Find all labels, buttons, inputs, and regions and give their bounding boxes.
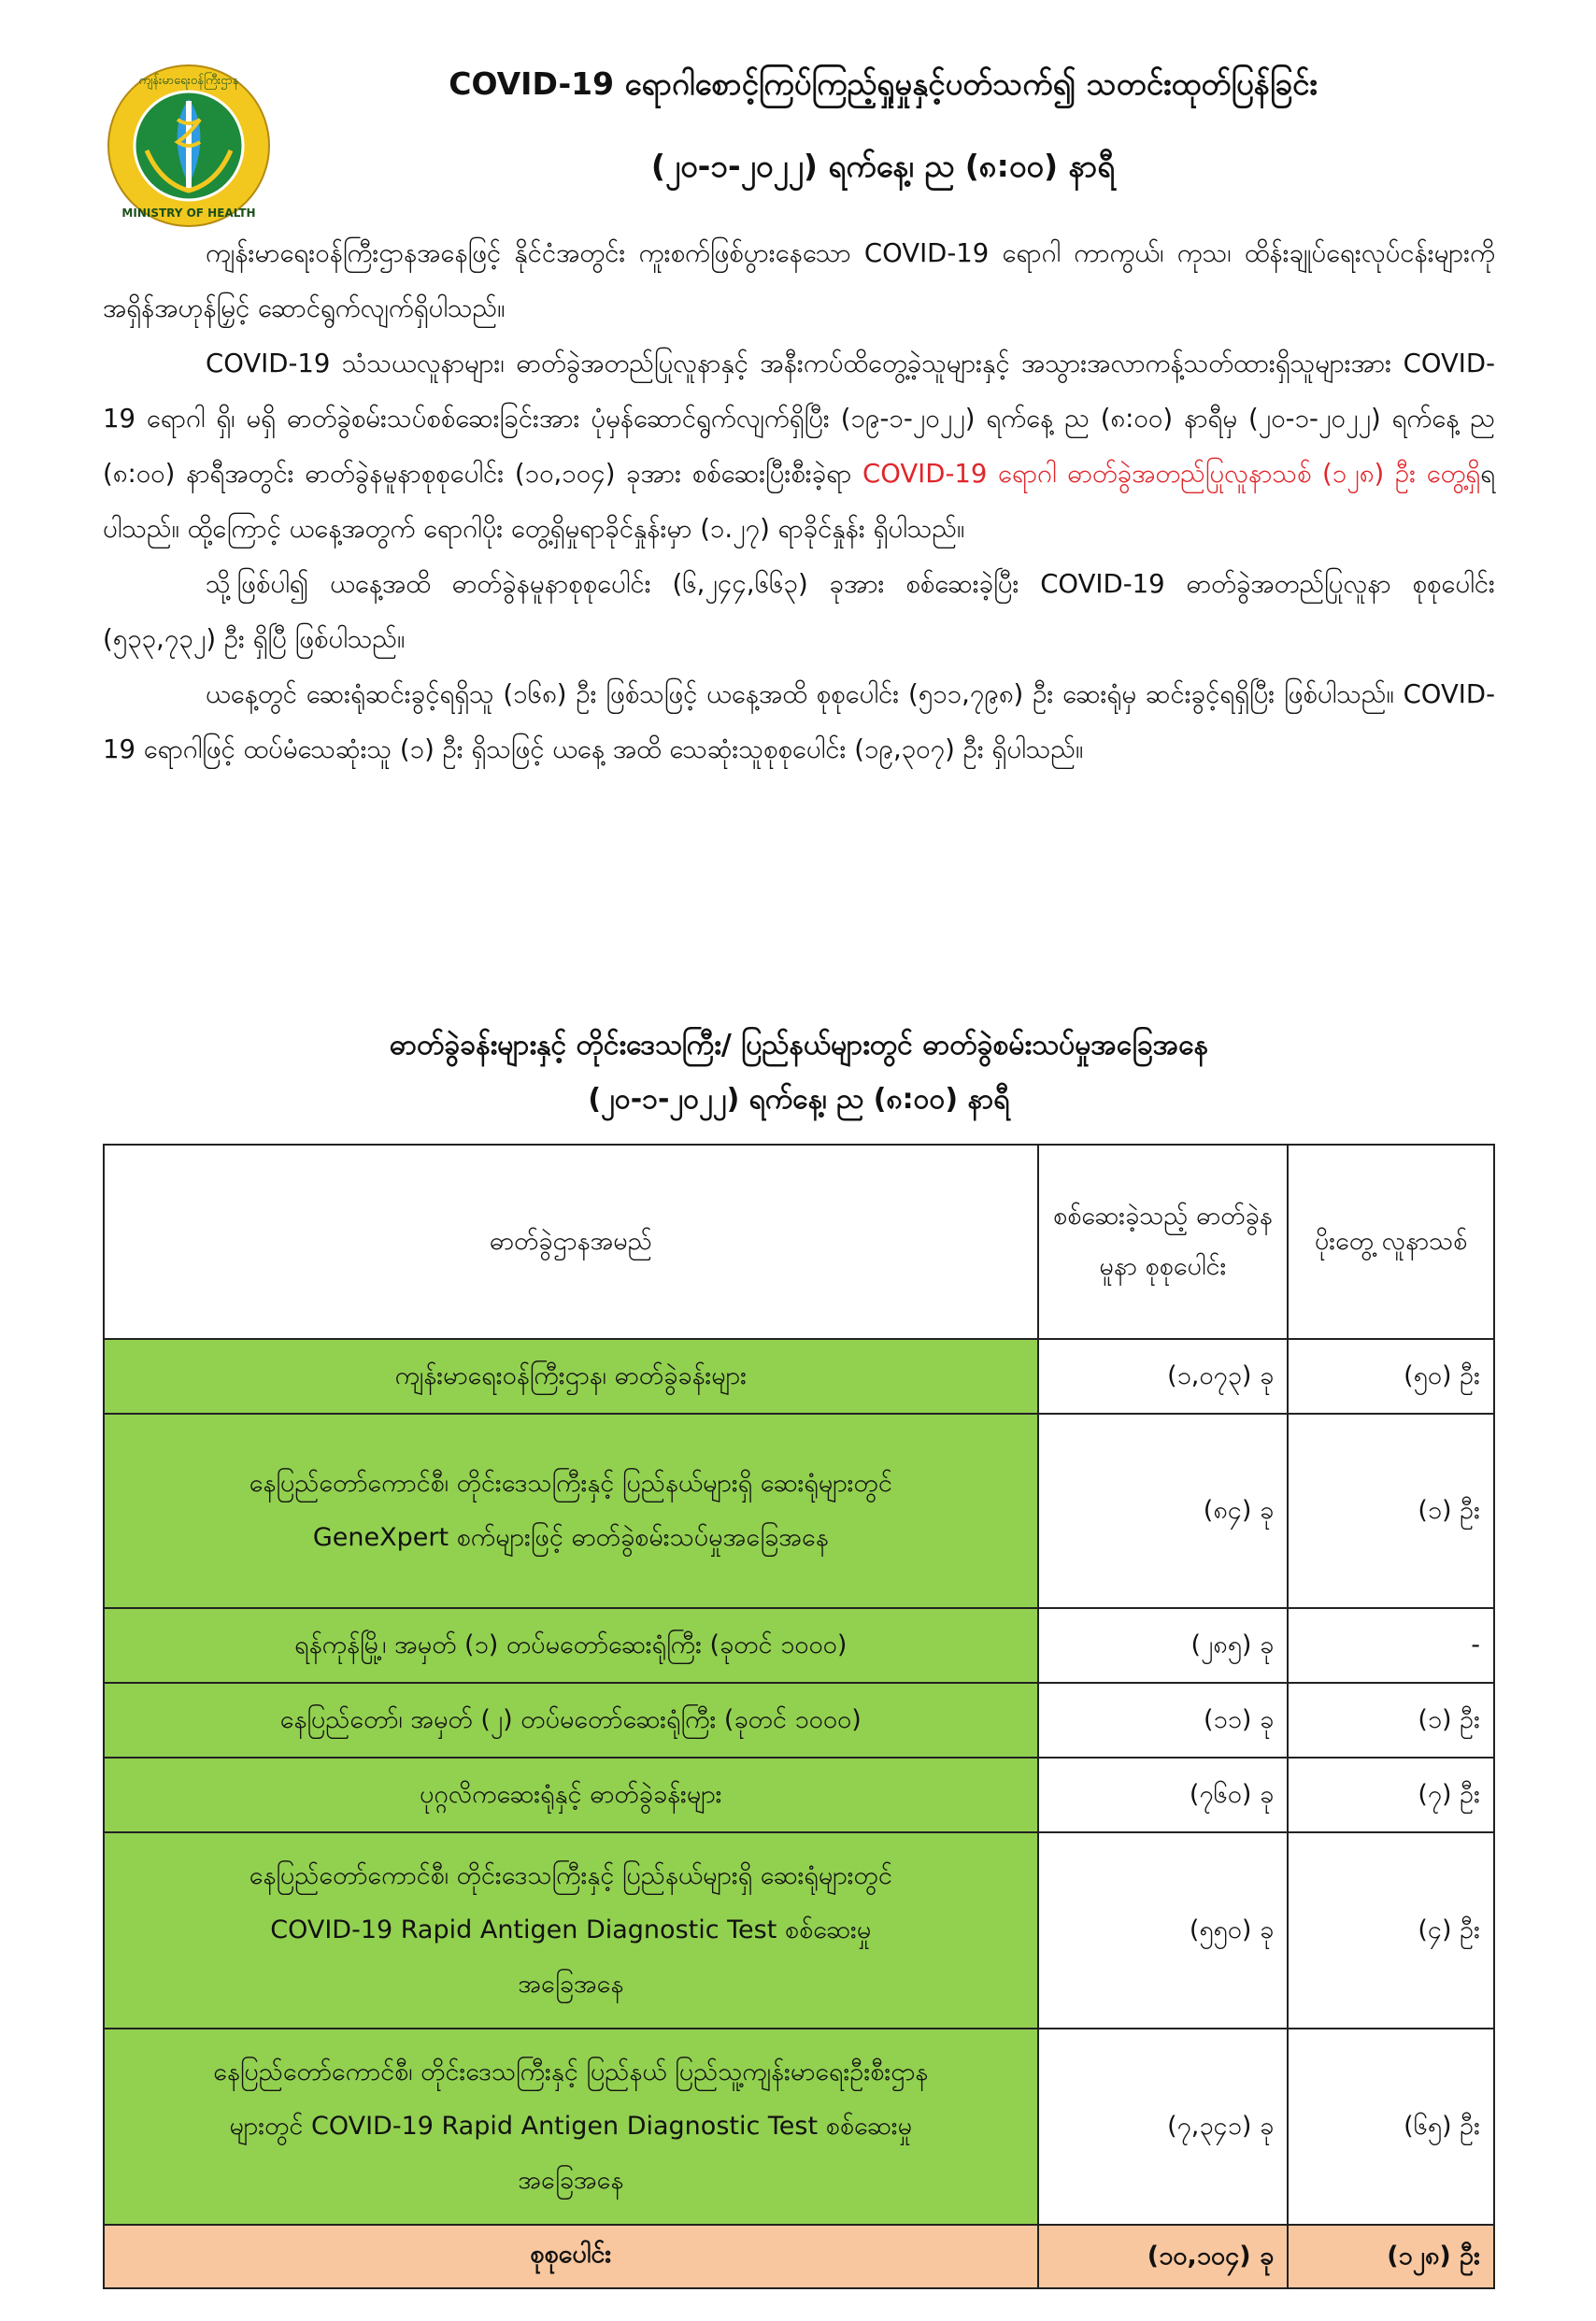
logo-emblem-icon	[105, 62, 273, 230]
cases-cell: (၅၀) ဦး	[1288, 1339, 1494, 1414]
total-label: စုစုပေါင်း	[104, 2225, 1038, 2288]
samples-cell: (၇၆၀) ခု	[1038, 1758, 1289, 1832]
document-header	[271, 54, 1495, 196]
lab-testing-table	[103, 1144, 1495, 2289]
lab-name-cell: နေပြည်တော်၊ အမှတ် (၂) တပ်မတော်ဆေးရုံကြီး (ခုတင် ၁၀၀၀)	[104, 1683, 1038, 1758]
paragraph-1: ကျန်းမာရေးဝန်ကြီးဌာနအနေဖြင့် နိုင်ငံအတွင်း ကူးစက်ဖြစ်ပွားနေသော COVID-19 ရောဂါ ကာကွယ်၊ ကုသ၊ ထိန်းချုပ်ရေးလုပ်ငန်းများကို အရှိန်အဟုန်မြှင့် ဆောင်ရွက်လျက်ရှိပါသည်။	[103, 238, 1495, 323]
new-cases-highlight: COVID-19 ရောဂါ ဓာတ်ခွဲအတည်ပြုလူနာသစ် (၁၂၈) ဦး တွေ့ရှိ	[862, 459, 1481, 489]
paragraph-2	[103, 336, 1495, 557]
table-row	[104, 1683, 1494, 1758]
header-lab-name: ဓာတ်ခွဲဌာနအမည်	[104, 1145, 1038, 1339]
document-date: (၂၀-၁-၂၀၂၂) ရက်နေ့၊ ည (၈:၀၀) နာရီ	[650, 148, 1116, 184]
document-title: COVID-19 ရောဂါစောင့်ကြပ်ကြည့်ရှုမှုနှင့်ပတ်သက်၍ သတင်းထုတ်ပြန်ခြင်း	[449, 65, 1318, 102]
table-row	[104, 1339, 1494, 1414]
header-new-cases: ပိုးတွေ့ လူနာသစ်	[1288, 1145, 1494, 1339]
cases-cell: (၁) ဦး	[1288, 1683, 1494, 1758]
samples-cell: (၇,၃၄၁) ခု	[1038, 2029, 1289, 2225]
lab-name-cell: ပုဂ္ဂလိကဆေးရုံနှင့် ဓာတ်ခွဲခန်းများ	[104, 1758, 1038, 1832]
cases-cell: (၄) ဦး	[1288, 1832, 1494, 2029]
samples-cell: (၈၄) ခု	[1038, 1414, 1289, 1608]
lab-name-cell: နေပြည်တော်ကောင်စီ၊ တိုင်းဒေသကြီးနှင့် ပြည်နယ် ပြည်သူ့ကျန်းမာရေးဦးစီးဌာနများတွင် COVID-19 Rapid Antigen Diagnostic Test စစ်ဆေးမှုအခြေအနေ	[104, 2029, 1038, 2225]
samples-cell: (၁၁) ခု	[1038, 1683, 1289, 1758]
paragraph-3: သို့ဖြစ်ပါ၍ ယနေ့အထိ ဓာတ်ခွဲနမူနာစုစုပေါင်း (၆,၂၄၄,၆၆၃) ခုအား စစ်ဆေးခဲ့ပြီး COVID-19 ဓာတ်ခွဲအတည်ပြုလူနာ စုစုပေါင်း (၅၃၃,၇၃၂) ဦး ရှိပြီ ဖြစ်ပါသည်။	[103, 569, 1495, 654]
table-row	[104, 1758, 1494, 1832]
table-header-row	[104, 1145, 1494, 1339]
lab-name-cell: နေပြည်တော်ကောင်စီ၊ တိုင်းဒေသကြီးနှင့် ပြည်နယ်များရှိ ဆေးရုံများတွင် COVID-19 Rapid Antigen Diagnostic Test စစ်ဆေးမှုအခြေအနေ	[104, 1832, 1038, 2029]
document-body	[103, 226, 1495, 777]
samples-cell: (၁,၀၇၃) ခု	[1038, 1339, 1289, 1414]
header-samples-tested: စစ်ဆေးခဲ့သည့် ဓာတ်ခွဲနမူနာ စုစုပေါင်း	[1038, 1145, 1289, 1339]
section-heading	[103, 1018, 1495, 1127]
lab-name-cell: နေပြည်တော်ကောင်စီ၊ တိုင်းဒေသကြီးနှင့် ပြည်နယ်များရှိ ဆေးရုံများတွင် GeneXpert စက်များဖြင့် ဓာတ်ခွဲစမ်းသပ်မှုအခြေအနေ	[104, 1414, 1038, 1608]
paragraph-2-end: ရပါသည်။ ထို့ကြောင့် ယနေ့အတွက် ရောဂါပိုး တွေ့ရှိမှုရာခိုင်နှုန်းမှာ (၁.၂၇) ရာခိုင်နှုန်း ရှိပါသည်။	[103, 459, 1495, 544]
paragraph-2-start: COVID-19 သံသယလူနာများ၊ ဓာတ်ခွဲအတည်ပြုလူနာနှင့် အနီးကပ်ထိတွေ့ခဲ့သူများနှင့် အသွားအလာကန့်သတ်ထားရှိသူများအား COVID-19 ရောဂါ ရှိ၊ မရှိ ဓာတ်ခွဲစမ်းသပ်စစ်ဆေးခြင်းအား ပုံမှန်ဆောင်ရွက်လျက်ရှိပြီး (၁၉-၁-၂၀၂၂) ရက်နေ့ ည (၈:၀၀) နာရီမှ (၂၀-၁-၂၀၂၂) ရက်နေ့ ည (၈:၀၀) နာရီအတွင်း ဓာတ်ခွဲနမူနာစုစုပေါင်း (၁၀,၁၀၄) ခုအား စစ်ဆေးပြီးစီးခဲ့ရာ	[103, 349, 1495, 489]
cases-cell: -	[1288, 1608, 1494, 1683]
ministry-of-health-logo	[105, 62, 273, 230]
section-date: (၂၀-၁-၂၀၂၂) ရက်နေ့၊ ည (၈:၀၀) နာရီ	[588, 1083, 1010, 1116]
logo-top-text: ကျန်းမာရေးဝန်ကြီးဌာန	[138, 74, 239, 88]
paragraph-4: ယနေ့တွင် ဆေးရုံဆင်းခွင့်ရရှိသူ (၁၆၈) ဦး ဖြစ်သဖြင့် ယနေ့အထိ စုစုပေါင်း (၅၁၁,၇၉၈) ဦး ဆေးရုံမှ ဆင်းခွင့်ရရှိပြီး ဖြစ်ပါသည်။ COVID-19 ရောဂါဖြင့် ထပ်မံသေဆုံးသူ (၁) ဦး ရှိသဖြင့် ယနေ့ အထိ သေဆုံးသူစုစုပေါင်း (၁၉,၃၀၇) ဦး ရှိပါသည်။	[103, 679, 1495, 764]
table-total-row	[104, 2225, 1494, 2288]
logo-bottom-text: MINISTRY OF HEALTH	[121, 206, 256, 220]
total-samples: (၁၀,၁၀၄) ခု	[1038, 2225, 1289, 2288]
samples-cell: (၅၅၀) ခု	[1038, 1832, 1289, 2029]
cases-cell: (၇) ဦး	[1288, 1758, 1494, 1832]
table-row	[104, 1414, 1494, 1608]
table-row	[104, 1608, 1494, 1683]
section-title: ဓာတ်ခွဲခန်းများနှင့် တိုင်းဒေသကြီး/ ပြည်နယ်များတွင် ဓာတ်ခွဲစမ်းသပ်မှုအခြေအနေ	[389, 1029, 1209, 1061]
lab-name-cell: ကျန်းမာရေးဝန်ကြီးဌာန၊ ဓာတ်ခွဲခန်းများ	[104, 1339, 1038, 1414]
table-row	[104, 1832, 1494, 2029]
cases-cell: (၁) ဦး	[1288, 1414, 1494, 1608]
lab-name-cell: ရန်ကုန်မြို့၊ အမှတ် (၁) တပ်မတော်ဆေးရုံကြီး (ခုတင် ၁၀၀၀)	[104, 1608, 1038, 1683]
table-row	[104, 2029, 1494, 2225]
total-cases: (၁၂၈) ဦး	[1288, 2225, 1494, 2288]
samples-cell: (၂၈၅) ခု	[1038, 1608, 1289, 1683]
cases-cell: (၆၅) ဦး	[1288, 2029, 1494, 2225]
